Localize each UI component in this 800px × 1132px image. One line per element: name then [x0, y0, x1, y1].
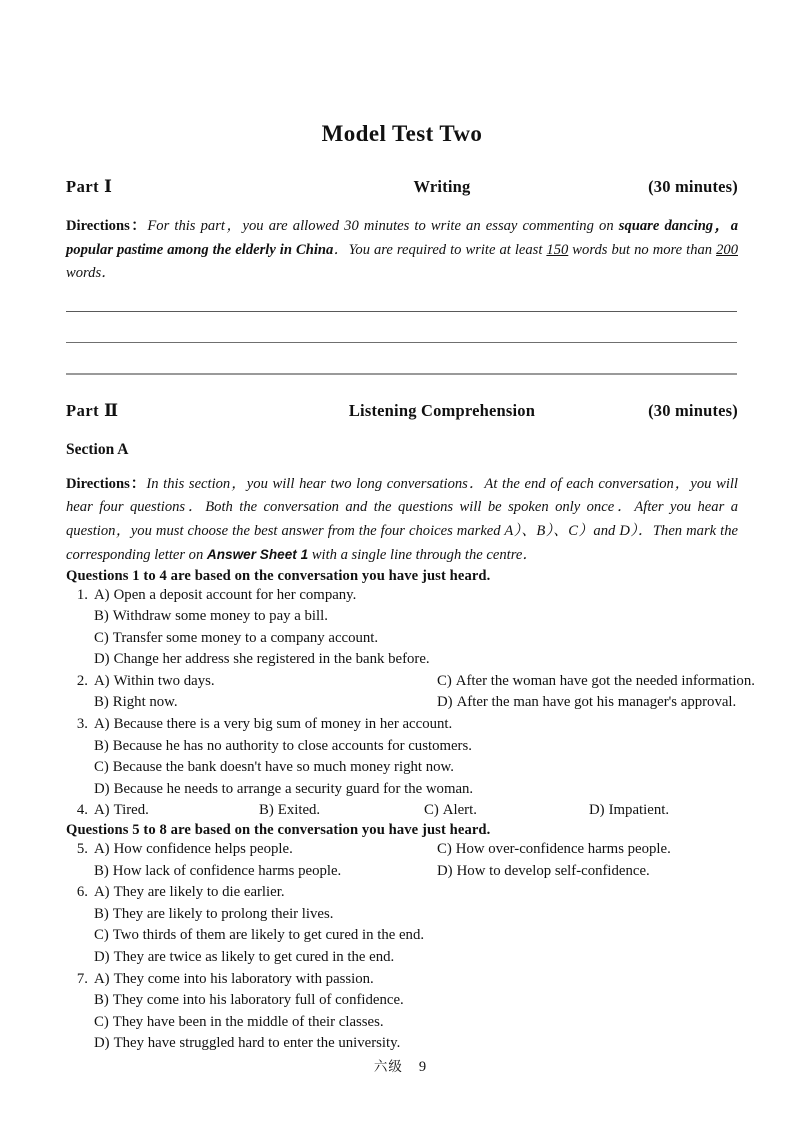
option-text: They are twice as likely to get cured in the end. [113, 949, 395, 965]
option-letter: C) [94, 759, 109, 776]
question-5-option-a[interactable] [94, 839, 437, 861]
option-text: How to develop self-confidence. [456, 862, 650, 879]
option-letter: B) [94, 608, 109, 625]
option-text: They come into his laboratory full of confidence. [112, 992, 404, 1009]
option-text: Transfer some money to a company account. [112, 629, 379, 646]
question-1-option-c[interactable] [94, 628, 694, 650]
option-text: Right now. [112, 694, 178, 711]
option-text: Because the bank doesn't have so much money right now. [112, 759, 454, 776]
option-text: Within two days. [113, 672, 215, 689]
option-letter: D) [94, 780, 110, 797]
question-7-row-4 [66, 1033, 738, 1055]
question-6-row-3 [66, 925, 738, 947]
question-6-row-4 [66, 947, 738, 969]
question-5-option-c[interactable] [437, 839, 727, 861]
option-text: Exited. [277, 802, 321, 819]
option-letter: A) [94, 716, 110, 733]
option-letter: B) [94, 694, 109, 711]
question-1-row-4 [66, 649, 738, 671]
question-2-option-b[interactable] [94, 692, 437, 714]
option-letter: D) [94, 651, 110, 668]
question-7-option-a[interactable] [94, 969, 694, 991]
question-7-row-1 [66, 969, 738, 991]
question-2-row-1 [66, 671, 755, 693]
option-text: They are likely to prolong their lives. [112, 905, 334, 922]
option-text: Alert. [442, 802, 477, 819]
question-2-row-2 [66, 692, 738, 714]
question-6-option-d[interactable] [94, 947, 694, 969]
question-2-option-c[interactable] [437, 671, 755, 693]
option-text: Because there is a very big sum of money in her account. [113, 716, 453, 733]
part-2-time: (30 minutes) [648, 400, 738, 420]
question-1-option-d[interactable] [94, 649, 694, 671]
writing-rule-line-1 [66, 311, 737, 312]
question-3-option-c[interactable] [94, 757, 694, 779]
question-3-row-4 [66, 779, 738, 801]
question-7-option-b[interactable] [94, 990, 694, 1012]
option-text: Because he has no authority to close accounts for customers. [112, 737, 472, 754]
part-1-max-words: 200 [716, 241, 738, 258]
question-5 [66, 839, 738, 882]
question-2 [66, 671, 755, 714]
option-text: Impatient. [608, 802, 670, 819]
section-a-label: Section A [66, 440, 129, 458]
option-text: How lack of confidence harms people. [112, 862, 342, 879]
part-2-name: Listening Comprehension [348, 400, 536, 420]
option-text: After the man have got his manager's approval. [456, 694, 737, 711]
option-letter: B) [94, 737, 109, 754]
question-2-option-a[interactable] [94, 671, 437, 693]
option-letter: A) [94, 802, 110, 819]
part-1-directions-text-2: ．You are required to write at least [333, 241, 547, 258]
option-letter: B) [259, 802, 274, 819]
question-3-option-b[interactable] [94, 736, 694, 758]
question-7-row-2 [66, 990, 738, 1012]
question-4-option-c[interactable] [424, 800, 589, 822]
section-a-directions [66, 473, 738, 568]
question-1-option-a[interactable] [94, 585, 694, 607]
part-2-label: Part [66, 400, 100, 420]
question-7-option-d[interactable] [94, 1033, 694, 1055]
option-text: They have struggled hard to enter the university. [113, 1035, 401, 1052]
section-a-directions-text-1: In this section，you will hear two long conversations．At the end of each conversation，you will hear four questions．Both the conversation and the questions will be spoken only once．After you hear a question，you must choose the best answer from the four choices marked A）、B）、C）and D）．Then mark the corresponding letter on [66, 475, 738, 563]
option-letter: C) [94, 927, 109, 944]
question-2-option-d[interactable] [437, 692, 737, 714]
option-text: Withdraw some money to pay a bill. [112, 608, 328, 625]
question-4 [66, 800, 738, 822]
question-6-option-c[interactable] [94, 925, 694, 947]
question-6-number: 6. [76, 884, 88, 901]
part-1-directions-text-4: words． [66, 265, 116, 281]
section-a-directions-label: Directions： [66, 475, 147, 492]
option-letter: C) [94, 629, 109, 646]
option-letter: B) [94, 905, 109, 922]
page-footer [0, 1055, 800, 1076]
question-5-number: 5. [76, 841, 88, 858]
question-1-row-1 [66, 585, 738, 607]
question-1-row-3 [66, 628, 738, 650]
question-2-number: 2. [76, 672, 88, 689]
question-7-row-3 [66, 1012, 738, 1034]
part-1-directions-text-1: For this part，you are allowed 30 minutes to write an essay commenting on [147, 218, 619, 234]
option-text: How confidence helps people. [113, 841, 293, 858]
question-7-option-c[interactable] [94, 1012, 694, 1034]
option-letter: C) [437, 841, 452, 858]
option-text: Open a deposit account for her company. [113, 586, 357, 603]
question-3-option-d[interactable] [94, 779, 694, 801]
question-3-row-3 [66, 757, 738, 779]
questions-5-to-8-heading: Questions 5 to 8 are based on the conversation you have just heard. [66, 822, 491, 839]
part-1-time: (30 minutes) [648, 177, 738, 196]
question-3 [66, 714, 738, 800]
option-text: They come into his laboratory with passion. [113, 970, 374, 987]
question-4-option-d[interactable] [589, 800, 669, 822]
question-3-option-a[interactable] [94, 714, 694, 736]
exam-level-label: 六级 [373, 1059, 403, 1075]
answer-sheet-reference: Answer Sheet 1 [206, 547, 309, 562]
question-4-option-a[interactable] [94, 800, 259, 822]
option-letter: C) [437, 672, 452, 689]
question-6 [66, 882, 738, 968]
option-text: Change her address she registered in the bank before. [113, 651, 430, 668]
part-1-directions-text-3: words but no more than [568, 241, 717, 258]
page-content [66, 0, 755, 1055]
part-1-min-words: 150 [546, 241, 569, 258]
question-6-row-1 [66, 882, 738, 904]
question-5-option-d[interactable] [437, 861, 727, 883]
page-number: 9 [418, 1059, 427, 1075]
question-4-option-b[interactable] [259, 800, 424, 822]
option-text: How over-confidence harms people. [455, 841, 671, 858]
option-text: After the woman have got the needed information. [455, 672, 755, 689]
section-a-directions-text-2: with a single line through the centre． [308, 547, 537, 563]
question-5-row-2 [66, 861, 738, 883]
question-3-row-1 [66, 714, 738, 736]
writing-rule-line-2 [66, 342, 737, 343]
question-6-row-2 [66, 904, 738, 926]
option-text: Tired. [113, 802, 149, 819]
option-letter: D) [437, 862, 453, 879]
writing-answer-lines [66, 311, 738, 375]
option-letter: A) [94, 841, 110, 858]
question-5-row-1 [66, 839, 738, 861]
option-letter: D) [94, 949, 110, 965]
option-text: They are likely to die earlier. [113, 884, 285, 901]
question-1-row-2 [66, 606, 738, 628]
option-text: Two thirds of them are likely to get cured in the end. [112, 927, 425, 944]
part-1-label-group [66, 177, 296, 197]
question-6-option-b[interactable] [94, 904, 694, 926]
option-letter: D) [94, 1035, 110, 1052]
option-letter: B) [94, 862, 109, 879]
question-3-number: 3. [76, 716, 88, 733]
question-4-number: 4. [76, 802, 88, 819]
question-3-row-2 [66, 736, 738, 758]
option-letter: B) [94, 992, 109, 1009]
page-title: Model Test Two [321, 121, 483, 146]
option-letter: A) [94, 884, 110, 901]
option-letter: A) [94, 970, 110, 987]
question-1-number: 1. [76, 586, 88, 603]
part-2-header [66, 401, 738, 421]
question-6-option-a[interactable] [94, 882, 694, 904]
question-7-number: 7. [76, 970, 88, 987]
part-1-name: Writing [413, 177, 471, 196]
question-7 [66, 969, 738, 1055]
part-1-directions-emphasis: square dancing，a popular pastime among the elderly in China [66, 218, 738, 258]
option-text: They have been in the middle of their classes. [112, 1013, 384, 1030]
questions-1-to-4-heading: Questions 1 to 4 are based on the conversation you have just heard. [66, 567, 491, 584]
part-1-header [66, 177, 738, 197]
option-letter: D) [437, 694, 453, 711]
question-5-option-b[interactable] [94, 861, 437, 883]
part-2-numeral: Ⅱ [104, 400, 119, 420]
question-4-row-1 [66, 800, 738, 822]
part-1-directions-label: Directions： [66, 218, 148, 234]
option-text: Because he needs to arrange a security guard for the woman. [113, 780, 474, 797]
part-1-numeral: Ⅰ [104, 177, 113, 196]
question-1 [66, 585, 738, 671]
option-letter: C) [424, 802, 439, 819]
part-2-label-group [66, 401, 296, 421]
option-letter: A) [94, 586, 110, 603]
part-1-directions [66, 215, 738, 286]
option-letter: D) [589, 802, 605, 819]
question-1-option-b[interactable] [94, 606, 694, 628]
option-letter: A) [94, 672, 110, 689]
option-letter: C) [94, 1013, 109, 1030]
part-1-label: Part [66, 177, 100, 196]
